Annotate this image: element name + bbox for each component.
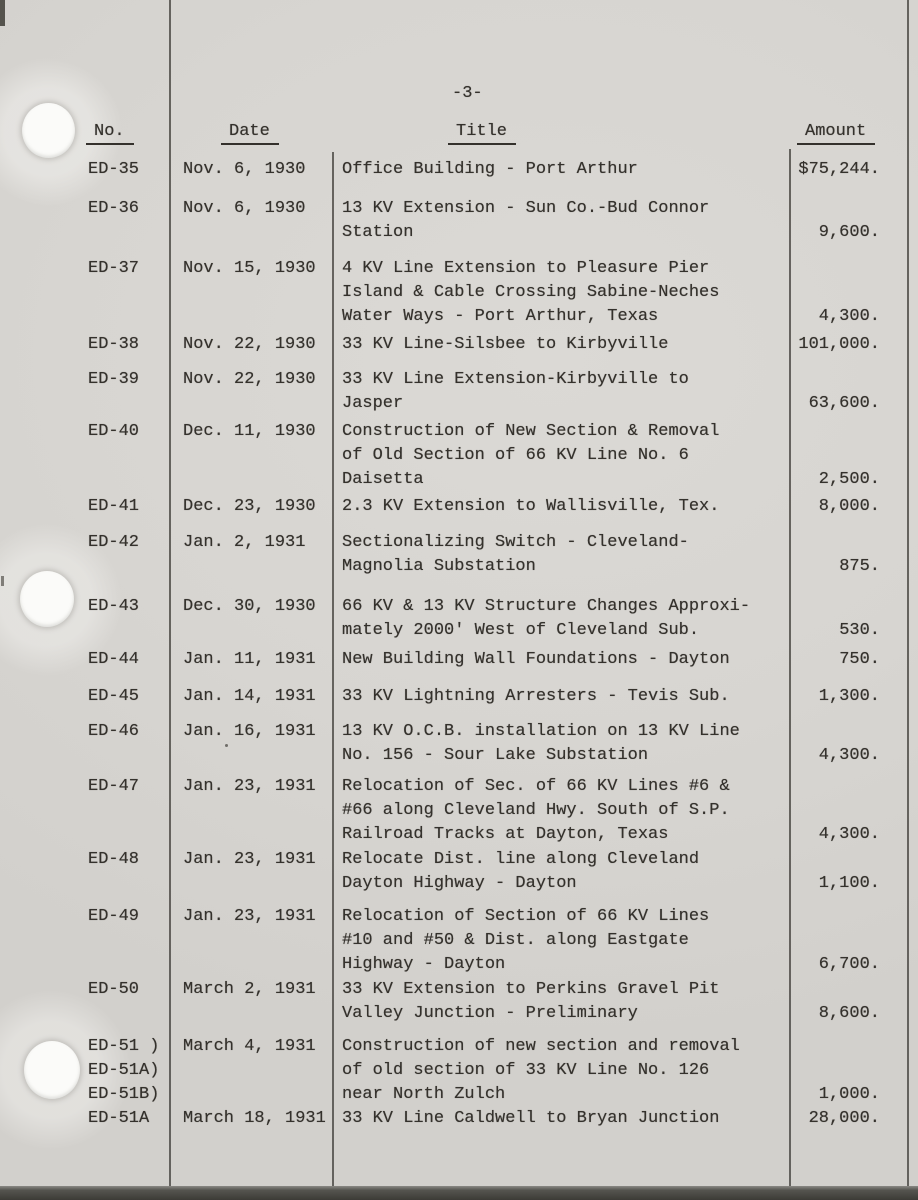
amount-value: 9,600. — [818, 223, 880, 242]
date-cell: Nov. 6, 1930 — [183, 199, 306, 218]
table-row — [0, 531, 918, 579]
text-line: ED-46 — [88, 722, 140, 741]
amount-value: 875. — [839, 557, 880, 576]
text-line: Valley Junction - Preliminary — [342, 1004, 638, 1023]
amount-cell — [790, 158, 918, 182]
date-cell: March 18, 1931 — [183, 1109, 326, 1128]
text-line: ED-45 — [88, 687, 140, 706]
scan-edge-mark — [0, 0, 5, 26]
amount-value: 750. — [839, 650, 880, 669]
title-cell — [333, 158, 790, 182]
text-line: ED-44 — [88, 650, 140, 669]
text-line: Magnolia Substation — [342, 557, 536, 576]
amount-cell — [790, 531, 918, 579]
table-row — [0, 158, 918, 182]
table-row — [0, 905, 918, 977]
title-cell — [333, 495, 790, 519]
no-cell — [0, 158, 170, 182]
text-line: ED-51A — [88, 1109, 150, 1128]
amount-cell — [790, 720, 918, 768]
table-row — [0, 257, 918, 329]
amount-value: 530. — [839, 621, 880, 640]
text-line: Sectionalizing Switch - Cleveland- — [342, 533, 689, 552]
text-line: #66 along Cleveland Hwy. South of S.P. — [342, 801, 730, 820]
text-line: ED-51 ) — [88, 1037, 160, 1056]
table-row — [0, 848, 918, 896]
title-cell — [333, 720, 790, 768]
amount-cell — [790, 495, 918, 519]
no-cell — [0, 495, 170, 519]
text-line: Daisetta — [342, 470, 424, 489]
title-cell — [333, 420, 790, 492]
text-line: of old section of 33 KV Line No. 126 — [342, 1061, 710, 1080]
no-cell — [0, 1035, 170, 1107]
column-header-amount: Amount — [797, 122, 875, 145]
text-line: ED-50 — [88, 980, 140, 999]
amount-cell — [790, 978, 918, 1026]
date-cell: Dec. 11, 1930 — [183, 422, 316, 441]
text-line: ED-35 — [88, 160, 140, 179]
amount-value: 8,000. — [818, 497, 880, 516]
text-line: Dayton Highway - Dayton — [342, 874, 577, 893]
no-cell — [0, 333, 170, 357]
date-cell: Jan. 23, 1931 — [183, 850, 316, 869]
column-header-title: Title — [448, 122, 516, 145]
amount-value: 1,300. — [818, 687, 880, 706]
text-line: Relocation of Section of 66 KV Lines — [342, 907, 710, 926]
no-cell — [0, 531, 170, 579]
amount-value: 101,000. — [798, 335, 880, 354]
text-line: 33 KV Line Caldwell to Bryan Junction — [342, 1109, 720, 1128]
table-row — [0, 1107, 918, 1131]
no-cell — [0, 257, 170, 329]
table-row — [0, 720, 918, 768]
no-cell — [0, 848, 170, 896]
date-cell: Nov. 15, 1930 — [183, 259, 316, 278]
text-line: ED-41 — [88, 497, 140, 516]
title-cell — [333, 905, 790, 977]
table-row — [0, 495, 918, 519]
no-cell — [0, 648, 170, 672]
title-cell — [333, 1035, 790, 1107]
amount-value: 28,000. — [808, 1109, 880, 1128]
title-cell — [333, 775, 790, 847]
column-header-no: No. — [86, 122, 134, 145]
amount-cell — [790, 775, 918, 847]
date-cell: Dec. 30, 1930 — [183, 597, 316, 616]
text-line: ED-36 — [88, 199, 140, 218]
amount-value: 1,000. — [818, 1085, 880, 1104]
date-cell: March 2, 1931 — [183, 980, 316, 999]
amount-cell — [790, 257, 918, 329]
date-cell: Nov. 22, 1930 — [183, 335, 316, 354]
amount-value: 63,600. — [808, 394, 880, 413]
no-cell — [0, 978, 170, 1026]
page-number: -3- — [452, 84, 483, 103]
text-line: 66 KV & 13 KV Structure Changes Approxi- — [342, 597, 751, 616]
text-line: Construction of New Section & Removal — [342, 422, 720, 441]
page-bottom-edge — [0, 1186, 918, 1200]
text-line: 4 KV Line Extension to Pleasure Pier — [342, 259, 710, 278]
table-row — [0, 595, 918, 643]
text-line: ED-39 — [88, 370, 140, 389]
date-cell: Nov. 22, 1930 — [183, 370, 316, 389]
amount-value: $75,244. — [798, 160, 880, 179]
amount-value: 1,100. — [818, 874, 880, 893]
no-cell — [0, 720, 170, 768]
date-cell: Nov. 6, 1930 — [183, 160, 306, 179]
date-cell: Jan. 23, 1931 — [183, 777, 316, 796]
text-line: New Building Wall Foundations - Dayton — [342, 650, 730, 669]
amount-value: 2,500. — [818, 470, 880, 489]
title-cell — [333, 595, 790, 643]
amount-value: 4,300. — [818, 307, 880, 326]
text-line: Highway - Dayton — [342, 955, 506, 974]
title-cell — [333, 197, 790, 245]
text-line: 33 KV Lightning Arresters - Tevis Sub. — [342, 687, 730, 706]
no-cell — [0, 775, 170, 847]
text-line: ED-51B) — [88, 1085, 160, 1104]
title-cell — [333, 648, 790, 672]
table-row — [0, 333, 918, 357]
no-cell — [0, 197, 170, 245]
no-cell — [0, 685, 170, 709]
amount-cell — [790, 595, 918, 643]
amount-cell — [790, 1035, 918, 1107]
text-line: 33 KV Line Extension-Kirbyville to — [342, 370, 689, 389]
title-cell — [333, 368, 790, 416]
text-line: Construction of new section and removal — [342, 1037, 740, 1056]
amount-cell — [790, 848, 918, 896]
no-cell — [0, 595, 170, 643]
amount-value: 4,300. — [818, 825, 880, 844]
amount-cell — [790, 648, 918, 672]
title-cell — [333, 1107, 790, 1131]
text-line: 33 KV Extension to Perkins Gravel Pit — [342, 980, 720, 999]
title-cell — [333, 978, 790, 1026]
table-row — [0, 775, 918, 847]
no-cell — [0, 368, 170, 416]
table-row — [0, 197, 918, 245]
amount-cell — [790, 905, 918, 977]
table-row — [0, 978, 918, 1026]
table-row — [0, 420, 918, 492]
text-line: #10 and #50 & Dist. along Eastgate — [342, 931, 689, 950]
text-line: near North Zulch — [342, 1085, 506, 1104]
text-line: ED-47 — [88, 777, 140, 796]
table-row — [0, 1035, 918, 1107]
text-line: of Old Section of 66 KV Line No. 6 — [342, 446, 689, 465]
text-line: ED-42 — [88, 533, 140, 552]
amount-cell — [790, 685, 918, 709]
amount-cell — [790, 1107, 918, 1131]
text-line: ED-49 — [88, 907, 140, 926]
title-cell — [333, 333, 790, 357]
date-cell: March 4, 1931 — [183, 1037, 316, 1056]
amount-cell — [790, 368, 918, 416]
date-cell: Jan. 16, 1931 — [183, 722, 316, 741]
text-line: ED-37 — [88, 259, 140, 278]
no-cell — [0, 905, 170, 977]
table-row — [0, 648, 918, 672]
text-line: Water Ways - Port Arthur, Texas — [342, 307, 659, 326]
date-cell: Dec. 23, 1930 — [183, 497, 316, 516]
amount-cell — [790, 420, 918, 492]
text-line: Relocation of Sec. of 66 KV Lines #6 & — [342, 777, 730, 796]
text-line: ED-40 — [88, 422, 140, 441]
date-cell: Jan. 2, 1931 — [183, 533, 306, 552]
date-cell: Jan. 14, 1931 — [183, 687, 316, 706]
text-line: Island & Cable Crossing Sabine-Neches — [342, 283, 720, 302]
no-cell — [0, 1107, 170, 1131]
amount-value: 6,700. — [818, 955, 880, 974]
column-header-date: Date — [221, 122, 279, 145]
text-line: ED-48 — [88, 850, 140, 869]
text-line: ED-43 — [88, 597, 140, 616]
title-cell — [333, 257, 790, 329]
amount-cell — [790, 197, 918, 245]
text-line: Station — [342, 223, 414, 242]
amount-value: 4,300. — [818, 746, 880, 765]
title-cell — [333, 848, 790, 896]
text-line: 13 KV Extension - Sun Co.-Bud Connor — [342, 199, 710, 218]
text-line: Relocate Dist. line along Cleveland — [342, 850, 700, 869]
text-line: 2.3 KV Extension to Wallisville, Tex. — [342, 497, 720, 516]
text-line: 13 KV O.C.B. installation on 13 KV Line — [342, 722, 740, 741]
text-line: Jasper — [342, 394, 404, 413]
amount-cell — [790, 333, 918, 357]
punch-hole-top — [22, 103, 75, 158]
title-cell — [333, 685, 790, 709]
text-line: Office Building - Port Arthur — [342, 160, 638, 179]
text-line: 33 KV Line-Silsbee to Kirbyville — [342, 335, 669, 354]
text-line: No. 156 - Sour Lake Substation — [342, 746, 649, 765]
no-cell — [0, 420, 170, 492]
table-row — [0, 685, 918, 709]
text-line: ED-38 — [88, 335, 140, 354]
date-cell: Jan. 11, 1931 — [183, 650, 316, 669]
title-cell — [333, 531, 790, 579]
table-row — [0, 368, 918, 416]
ledger-rows — [0, 158, 918, 1131]
text-line: mately 2000' West of Cleveland Sub. — [342, 621, 700, 640]
text-line: Railroad Tracks at Dayton, Texas — [342, 825, 669, 844]
text-line: ED-51A) — [88, 1061, 160, 1080]
amount-value: 8,600. — [818, 1004, 880, 1023]
date-cell: Jan. 23, 1931 — [183, 907, 316, 926]
